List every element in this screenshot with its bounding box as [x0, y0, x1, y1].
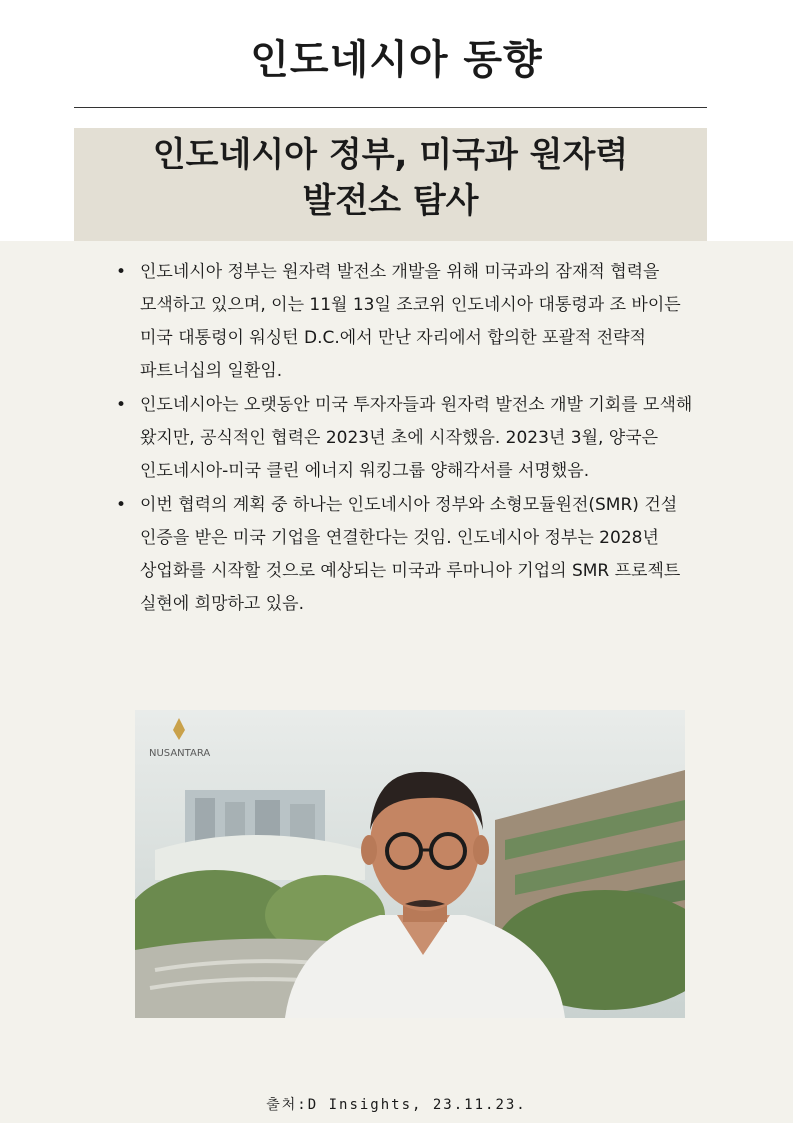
title-divider	[74, 107, 707, 108]
bullet-list	[112, 256, 712, 622]
page-title: 인도네시아 동향	[250, 37, 543, 83]
article-photo	[135, 710, 685, 1018]
bullet-text: 인도네시아는 오랫동안 미국 투자자들과 원자력 발전소 개발 기회를 모색해 왔지만, 공식적인 협력은 2023년 초에 시작했음. 2023년 3월, 양국은 인도네시아-미국 클린 에너지 워킹그룹 양해각서를 서명했음.	[140, 395, 693, 481]
source-citation: 출처:D Insights, 23.11.23.	[266, 1097, 527, 1113]
logo-text: NUSANTARA	[149, 748, 211, 759]
headline-line-1: 인도네시아 정부, 미국과 원자력	[152, 135, 629, 175]
bullet-item	[112, 256, 712, 388]
bullet-dot-icon: •	[116, 262, 127, 282]
bullet-dot-icon: •	[116, 395, 127, 415]
article-headline	[74, 132, 707, 224]
bullet-item	[112, 489, 712, 621]
headline-line-2: 발전소 탐사	[302, 181, 479, 221]
photo-illustration	[135, 710, 685, 1018]
bullet-text: 인도네시아 정부는 원자력 발전소 개발을 위해 미국과의 잠재적 협력을 모색하고 있으며, 이는 11월 13일 조코위 인도네시아 대통령과 조 바이든 미국 대통령이 워싱턴 D.C.에서 만난 자리에서 합의한 포괄적 전략적 파트너십의 일환임.	[140, 262, 681, 381]
bullet-dot-icon: •	[116, 495, 127, 515]
bullet-item	[112, 389, 712, 488]
bullet-text: 이번 협력의 계획 중 하나는 인도네시아 정부와 소형모듈원전(SMR) 건설 인증을 받은 미국 기업을 연결한다는 것임. 인도네시아 정부는 2028년 상업화를 시작할 것으로 예상되는 미국과 루마니아 기업의 SMR 프로젝트 실현에 희망하고 있음.	[140, 495, 681, 614]
